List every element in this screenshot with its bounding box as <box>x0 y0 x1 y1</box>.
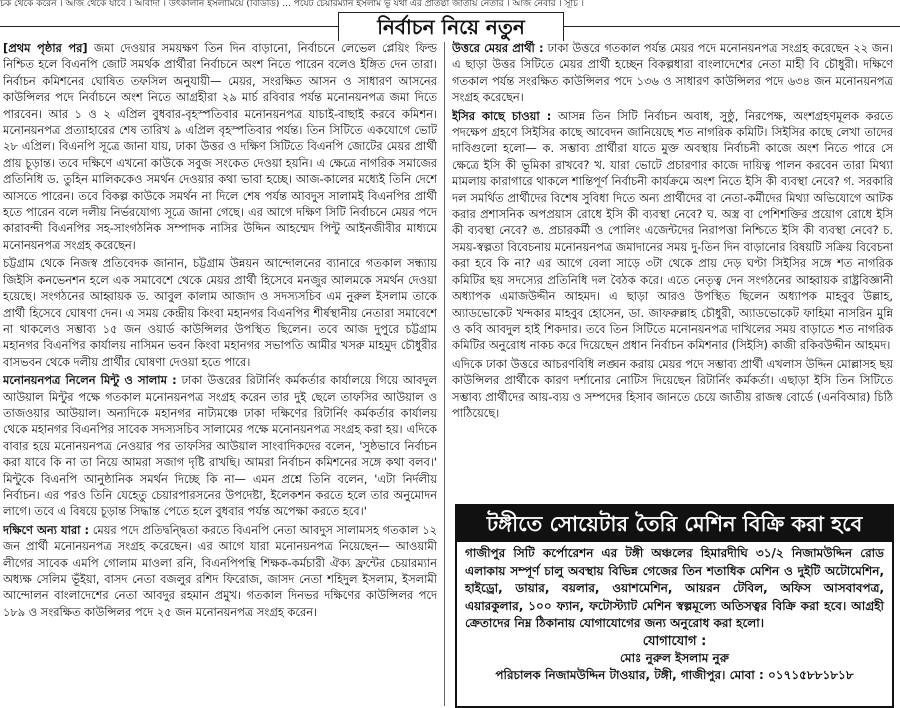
paragraph-lead: মনোনয়নপত্র নিলেন মিন্টু ও সালাম : <box>3 373 177 388</box>
ad-contact-address: পরিচালক নিজামউদ্দিন টাওয়ার, টঙ্গী, গাজীপুর। মোবা : ০১৭১৫৮৮১৮১৮ <box>495 667 854 682</box>
paragraph-text: এদিকে ঢাকা উত্তরে আচরণবিধি লঙ্ঘন করায় মেয়র পদে সম্ভাব্য প্রার্থী এখলাস উদ্দিন মোল্লাসহ ছয় কাউন্সিলর প্রার্থীকে কারণ দর্শানোর নোটিস দিয়েছেন রিটার্নিং কর্মকর্তা। এছাড়া ইসি তিন সিটিতে সম্ভাব্য প্রার্থীদের আয়-ব্যয় ও সম্পদের হিসাব জানতে চেয়ে জাতীয় রাজস্ব বোর্ডে (এনবিআর) চিঠি পাঠিয়েছে। <box>452 356 893 420</box>
ad-contact-name: মোঃ নুরুল ইসলাম নুরু <box>620 650 729 665</box>
paragraph <box>452 356 893 422</box>
paragraph-text: মেয়র পদে প্রতিদ্বন্দ্বিতা করতে বিএনপি নেতা আবদুস সালামসহ গতকাল ১২ জন প্রার্থী মনোনয়নপত্র সংগ্রহ করেছেন। এর আগে যারা মনোনয়নপত্র নিয়েছেন— আওয়ামী লীগের সাবেক এমপি গোলাম মাওলা রনি, বিএনপিপন্থি শিক্ষক-কর্মচারী ঐক্য ফ্রন্টের চেয়ারম্যান অধ্যক্ষ সেলিম ভূঁইয়া, বাসদ নেতা বজলুর রশিদ ফিরোজ, জাসদ নেতা শহিদুল ইসলাম, ইসলামী আন্দোলন বাংলাদেশের নেতা আবদুর রহমান প্রমুখ। গতকাল দিনভর দক্ষিণের কাউন্সিলর পদে ১৮৯ ও সংরক্ষিত কাউন্সিলর পদে ২৫ জন মনোনয়নপত্র সংগ্রহ করেন। <box>3 522 437 619</box>
previous-article-strip: চক থেকে করেন । আজ থেকে যাবে । আবাদা । উৎকালীন ইসলামিয়ে (বিডিডি) ... পর্যেট চেয়ারম্যান ইসলাম ভূ যথা এর প্রতিষ্ঠা জাতীয় নেতার । আজ নেবার । সূচি । <box>0 0 584 8</box>
paragraph <box>452 108 893 354</box>
paragraph-text: চট্টগ্রাম থেকে নিজস্ব প্রতিবেদক জানান, চট্টগ্রাম উন্নয়ন আন্দোলনের ব্যানারে গতকাল সন্ধ্যায় জিইসি কনভেনশন হলে এক সমাবেশে থেকে মেয়র প্রার্থী হিসেবে মনজুর আলমকে সমর্থন দেওয়া হয়েছে। সংগঠনের আহ্বায়ক ড. আবুল কালাম আজাদ ও সদস্যসচিব এম নুরুল ইসলাম তাকে প্রার্থী হিসেবে ঘোষণা দেন। এ সময় কেন্দ্রীয় কিংবা মহানগর বিএনপির শীর্ষস্থানীয় নেতারা সমাবেশে না থাকলেও সম্ভাব্য ১৫ জন ওয়ার্ড কাউন্সিলর উপস্থিত ছিলেন। তবে আজ দুপুরে চট্টগ্রাম মহানগর বিএনপির কার্যালয় নাসিমন ভবন কিংবা মহানগর সভাপতি আমীর খসরু মাহমুদ চৌধুরীর বাসভবন থেকে দলীয় প্রার্থীর ঘোষণা দেওয়া হতে পারে। <box>3 256 437 369</box>
page-headline: নির্বাচন নিয়ে নতুন <box>338 12 564 41</box>
paragraph <box>3 40 437 253</box>
paragraph-text: জমা দেওয়ার সময়ক্ষণ তিন দিন বাড়ানো, নির্বাচনে লেভেল প্লেয়িং ফিল্ড নিশ্চিত হলে বিএনপি জোট সমর্থক প্রার্থীরা নির্বাচনে অংশ নিতে পারেন বলেও ইঙ্গিত দেন তারা। নির্বাচন কমিশনের ঘোষিত তফসিল অনুযায়ী— মেয়র, সংরক্ষিত আসন ও সাধারণ আসনের কাউন্সিলর পদে নির্বাচনে অংশ নিতে আগ্রহীরা ২৯ মার্চ রবিবার পর্যন্ত মনোনয়নপত্র জমা দিতে পারবেন। আর ১ ও ২ এপ্রিল বুধবার-বৃহস্পতিবার মনোনয়নপত্র যাচাই-বাছাই করবে কমিশন। মনোনয়নপত্র প্রত্যাহারের শেষ তারিখ ৯ এপ্রিল বৃহস্পতিবার পর্যন্ত। তিন সিটিতে একযোগে ভোট ২৮ এপ্রিল। বিএনপি সূত্রে জানা যায়, ঢাকা উত্তর ও দক্ষিণ সিটিতে বিএনপি জোটের মেয়র প্রার্থী প্রায় চূড়ান্ত। তবে দক্ষিণে এখনো কাউকে সবুজ সংকেত দেওয়া হয়নি। এ ক্ষেত্রে নাগরিক সমাজের প্রতিনিধি ড. তুহিন মালিককেও সমর্থন দেওয়ার কথা ভাবা হচ্ছে। আজ-কালের মধ্যেই তিনি দেশে আসতে পারেন। তবে বিকল্প কাউকে সমর্থন না দিলে শেষ পর্যন্ত আবদুস সালামই বিএনপির প্রার্থী হতে পারেন বলে দলীয় নির্ভরযোগ্য সূত্রে জানা গেছে। এর আগে দক্ষিণ সিটি নির্বাচনে মেয়র পদে কারাবন্দী বিএনপির সহ-সাংগঠনিক সম্পাদক নাসির উদ্দিন আহম্মেদ পিন্টু আইনজীবীর মাধ্যমে মনোনয়নপত্র সংগ্রহ করেছেন। <box>3 41 437 252</box>
paragraph-lead: ইসির কাছে চাওয়া : <box>452 108 552 123</box>
column-divider <box>444 42 445 706</box>
ad-title: টঙ্গীতে সোয়েটার তৈরি মেশিন বিক্রি করা হবে <box>457 506 892 542</box>
right-column <box>452 40 893 490</box>
classified-ad <box>455 504 894 708</box>
paragraph-text: ঢাকা উত্তরে গতকাল পর্যন্ত মেয়র পদে মনোনয়নপত্র সংগ্রহ করেছেন ২২ জন। এ ছাড়া উত্তর সিটিতে মেয়র প্রার্থী হচ্ছেন বিকল্পধারা বাংলাদেশের নেতা মাহী বি চৌধুরী। দক্ষিণে গতকাল পর্যন্ত সংরক্ষিত কাউন্সিলর পদে ১৩৬ ও সাধারণ কাউন্সিলর পদে ৬৩৪ জন মনোনয়নপত্র সংগ্রহ করেছেন। <box>452 41 893 105</box>
paragraph <box>3 372 437 520</box>
ad-contact <box>457 633 892 684</box>
paragraph <box>452 40 893 106</box>
paragraph-text: আসন্ন তিন সিটি নির্বাচন অবাধ, সুষ্ঠু, নিরপেক্ষ, অংশগ্রহণমূলক করতে পদক্ষেপ গ্রহণে সিইসির কাছে আবেদন জানিয়েছে শত নাগরিক কমিটি। সিইসির কাছে লেখা তাদের দাবিগুলো হলো— ক. সম্ভাব্য প্রার্থীরা যাতে মুক্ত অবস্থায় নির্বাচনী কাজে অংশ নিতে পারে সে ক্ষেত্রে ইসি কী ভূমিকা রাখবে? খ. যারা ভোটে প্রচারণার কাজে দায়িত্ব পালন করবেন তারা মিথ্যা মামলায় কারাগারে থাকলে শান্তিপূর্ণ নির্বাচনী কার্যক্রমে অংশ নিতে ইসি কী ব্যবস্থা নেবে? গ. সরকারি দল সমর্থিত প্রার্থীদের বিশেষ সুবিধা দিতে অন্য প্রার্থীদের বা নেতা-কর্মীদের মিথ্যা অভিযোগে আটক করার প্রশাসনিক অপপ্রয়াস রোধে ইসি কী ব্যবস্থা নেবে? ঘ. অস্ত্র বা পেশিশক্তির প্রয়োগ রোধে ইসি কী ব্যবস্থা নেবে? ঙ. প্রচারকর্মী ও পোলিং এজেন্টদের নিরাপত্তা নিশ্চিতে ইসি কী ব্যবস্থা নেবে? চ. সময়-স্বল্পতা বিবেচনায় মনোনয়নপত্র জমাদানের সময় দু-তিন দিন বাড়ানোর বিষয়টি সক্রিয় বিবেচনা করা হবে কি না? এর আগে বেলা সাড়ে ৩টা থেকে প্রায় দেড় ঘণ্টা সিইসির সঙ্গে শত নাগরিক কমিটির ছয় সদস্যের প্রতিনিধি দল বৈঠক করে। এতে নেতৃত্ব দেন সংগঠনের আহ্বায়ক রাষ্ট্রবিজ্ঞানী অধ্যাপক এমাজউদ্দীন আহমদ। এ ছাড়া আরও উপস্থিত ছিলেন অধ্যাপক মাহবুব উল্লাহ, অ্যাডভোকেট খন্দকার মাহবুব হোসেন, ডা. জাফরুল্লাহ চৌধুরী, অ্যাডভোকেট ফাহিমা নাসরিন মুন্নি ও কবি আবদুল হাই শিকদার। তবে তিন সিটিতে মনোনয়নপত্র দাখিলের সময় বাড়াতে শত নাগরিক কমিটির অনুরোধ নাকচ করে দিয়েছেন প্রধান নির্বাচন কমিশনার (সিইসি) কাজী রকিবউদ্দীন আহমদ। <box>452 108 893 353</box>
ad-contact-heading: যোগাযোগ : <box>642 633 707 649</box>
paragraph-text: ঢাকা উত্তরের রিটার্নিং কর্মকর্তার কার্যালয়ে গিয়ে আবদুল আউয়াল মিন্টুর পক্ষে গতকাল মনোনয়নপত্র সংগ্রহ করেন তার দুই ছেলে তাফসির আউয়াল ও তাজওয়ার আউয়াল। অন্যদিকে মহানগর নাট্যমঞ্চে ঢাকা দক্ষিণের রিটার্নিং কর্মকর্তার কার্যালয় থেকে মহানগর বিএনপির সাবেক সদস্যসচিব সালামের পক্ষে মনোনয়নপত্র সংগ্রহ করা হয়। এদিকে বাবার হয়ে মনোনয়নপত্র নেওয়ার পর তাফসির আউয়াল সাংবাদিকদের বলেন, 'সুষ্ঠভাবে নির্বাচন করা যাবে কি না তা নিয়ে আমরা সজাগ দৃষ্টি রাখছি। আমরা নির্বাচন কমিশনের সঙ্গে কথা বলব।' মিন্টুকে বিএনপি আনুষ্ঠানিক সমর্থন দিচ্ছে কি না— এমন প্রশ্নে তিনি বলেন, 'এটা নির্দলীয় নির্বাচন। এর পরও তিনি যেহেতু চেয়ারপারসনের উপদেষ্টা, ইলেকশন করতে হলে তার অনুমোদন লাগে। তবে এ বিষয়ে চূড়ান্ত সিদ্ধান্ত পেতে হলে বুধবার পর্যন্ত অপেক্ষা করতে হবে।' <box>3 373 437 519</box>
ad-body: গাজীপুর সিটি কর্পোরেশন এর টঙ্গী অঞ্চলের হিমারদীঘি ৩১/২ নিজামউদ্দিন রোড এলাকায় সম্পূর্ণ চালু অবস্থায় বিভিন্ন গেজের তিন শতাধিক মেশিন ও দুইটি অটোমেশিন, হাইড্রো, ডায়ার, বয়লার, ওয়াশমেশিন, আয়রন টেবিল, অফিস আসবাবপত্র, এয়ারকুলার, ১০০ ফ্যান, ফটোস্ট্যাট মেশিন স্বল্পমূল্যে অতিসত্বর বিক্রি করা হবে। আগ্রহী ক্রেতাদের নিম্ন ঠিকানায় যোগাযোগের জন্য অনুরোধ করা হলো। <box>465 546 884 630</box>
paragraph-lead: উত্তরে মেয়র প্রার্থী : <box>452 41 544 55</box>
paragraph-lead: দক্ষিণে অন্য যারা : <box>3 522 90 537</box>
paragraph <box>3 522 437 620</box>
section-header <box>0 10 900 40</box>
headline-rule-left <box>0 26 338 27</box>
paragraph <box>3 255 437 370</box>
paragraph-lead: [প্রথম পৃষ্ঠার পর] <box>3 41 88 55</box>
headline-rule-right <box>563 26 900 27</box>
left-column <box>3 40 437 708</box>
